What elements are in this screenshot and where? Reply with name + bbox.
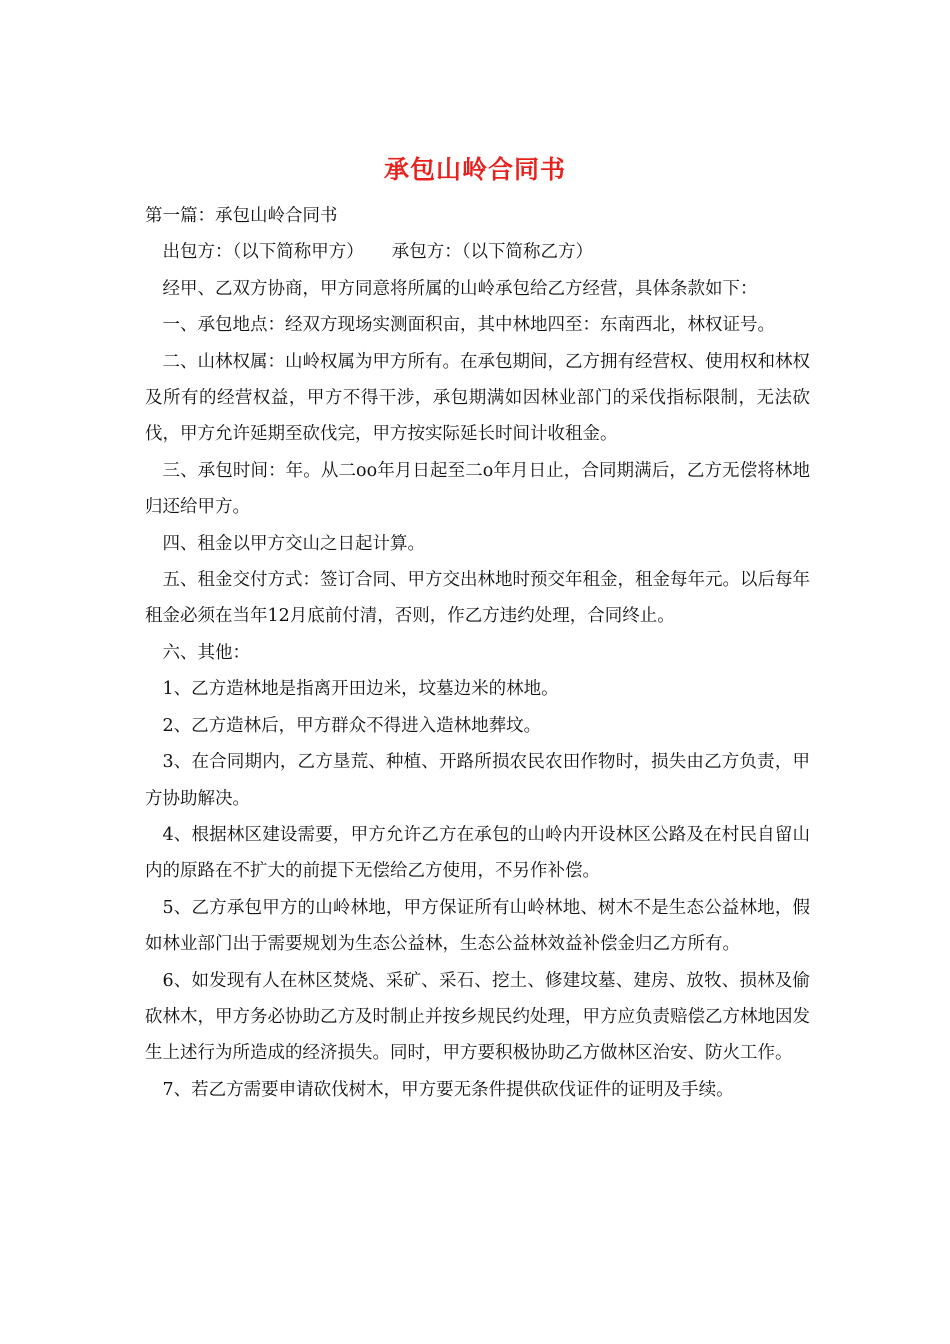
sub-clause-7: 7、若乙方需要申请砍伐树木，甲方要无条件提供砍伐证件的证明及手续。 <box>162 1079 734 1100</box>
sub-clause-1: 1、乙方造林地是指离开田边米，坟墓边米的林地。 <box>162 679 559 700</box>
lessor-label: 出包方：（以下简称甲方） <box>162 242 364 263</box>
clause-4-rent-start: 四、租金以甲方交山之日起计算。 <box>162 533 425 554</box>
sub-clause-2: 2、乙方造林后，甲方群众不得进入造林地葬坟。 <box>162 715 542 736</box>
document-title: 承包山岭合同书 <box>383 155 566 184</box>
paragraph-intro: 经甲、乙双方协商，甲方同意将所属的山岭承包给乙方经营，具体条款如下： <box>162 278 758 299</box>
document-body <box>145 198 810 1108</box>
sub-clause-6: 6、如发现有人在林区焚烧、采矿、采石、挖土、修建坟墓、建房、放牧、损林及偷砍林木，甲方务必协助乙方及时制止并按乡规民约处理，甲方应负责赔偿乙方林地因发生上述行为所造成的经济损失。同时，甲方要积极协助乙方做林区治安、防火工作。 <box>145 970 810 1064</box>
clause-5-payment: 五、租金交付方式：签订合同、甲方交出林地时预交年租金，租金每年元。以后每年租金必须在当年12月底前付清，否则，作乙方违约处理，合同终止。 <box>145 570 810 627</box>
parties-line <box>145 234 810 270</box>
section-heading: 第一篇：承包山岭合同书 <box>145 206 338 226</box>
sub-clause-3: 3、在合同期内，乙方垦荒、种植、开路所损农民农田作物时，损失由乙方负责，甲方协助解决。 <box>145 752 810 809</box>
sub-clause-4: 4、根据林区建设需要，甲方允许乙方在承包的山岭内开设林区公路及在村民自留山内的原路在不扩大的前提下无偿给乙方使用，不另作补偿。 <box>145 824 810 882</box>
clause-6-other: 六、其他： <box>162 642 250 663</box>
clause-3-term: 三、承包时间：年。从二oo年月日起至二o年月日止，合同期满后，乙方无偿将林地归还给甲方。 <box>145 460 810 518</box>
clause-2-ownership: 二、山林权属：山岭权属为甲方所有。在承包期间，乙方拥有经营权、使用权和林权及所有的经营权益，甲方不得干涉，承包期满如因林业部门的采伐指标限制，无法砍伐，甲方允许延期至砍伐完，甲方按实际延长时间计收租金。 <box>145 351 810 445</box>
sub-clause-5: 5、乙方承包甲方的山岭林地，甲方保证所有山岭林地、树木不是生态公益林地，假如林业部门出于需要规划为生态公益林，生态公益林效益补偿金归乙方所有。 <box>145 897 810 955</box>
clause-1-location: 一、承包地点：经双方现场实测面积亩，其中林地四至：东南西北，林权证号。 <box>162 315 775 336</box>
lessee-label: 承包方：（以下简称乙方） <box>391 242 593 263</box>
